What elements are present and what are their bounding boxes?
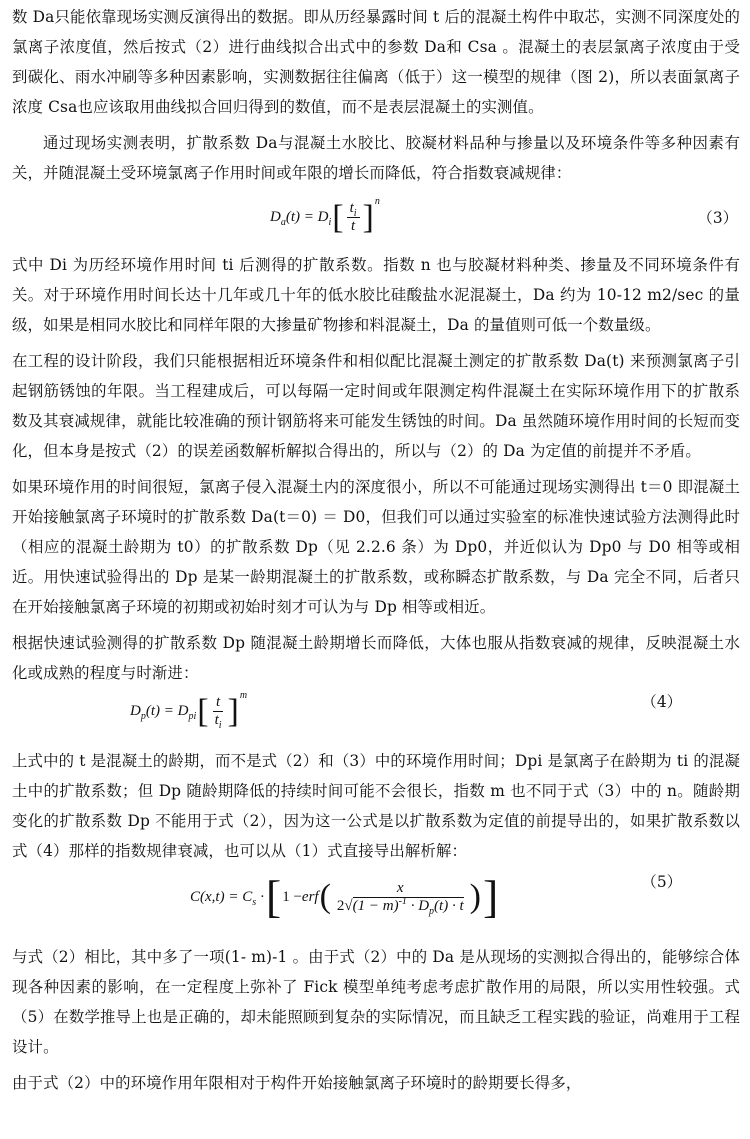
equation-3 (12, 188, 740, 250)
paragraph-7: 上式中的 t 是混凝土的龄期，而不是式（2）和（3）中的环境作用时间；Dpi 是氯离子在龄期为 ti 的混凝土中的扩散系数；但 Dp 随龄期降低的持续时间可能不会很长，指数 m 也不同于式（3）中的 n。随龄期变化的扩散系数 Dp 不能用于式（2），因为这一公式是以扩散系数为定值的前提导出的，如果扩散系数以式（4）那样的指数规律衰减，也可以从（1）式直接导出解析解： (12, 752, 740, 860)
equation-3-number: （3） (697, 209, 738, 227)
paragraph-5: 如果环境作用的时间很短，氯离子侵入混凝土内的深度很小，所以不可能通过现场实测得出 t＝0 即混凝土开始接触氯离子环境时的扩散系数 Da(t＝0) ＝ D0，但我们可以通过实验室的标准快速试验方法测得此时（相应的混凝土龄期为 t0）的扩散系数 Dp（见 2.2.6 条）为 Dp0，并近似认为 Dp0 与 D0 相等或相近。用快速试验得出的 Dp 是某一龄期混凝土的扩散系数，或称瞬态扩散系数，与 Da 完全不同，后者只在开始接触氯离子环境的初期或初始时刻才可认为与 Dp 相等或相近。 (12, 478, 740, 616)
equation-4 (12, 688, 740, 746)
equation-5-number: （5） (641, 873, 682, 891)
paragraph-6: 根据快速试验测得的扩散系数 Dp 随混凝土龄期增长而降低，大体也服从指数衰减的规律，反映混凝土水化或成熟的程度与时渐进： (12, 634, 740, 682)
paragraph-4: 在工程的设计阶段，我们只能根据相近环境条件和相似配比混凝土测定的扩散系数 Da(t) 来预测氯离子引起钢筋锈蚀的年限。当工程建成后，可以每隔一定时间或年限测定构件混凝土在实际环境作用下的扩散系数及其衰减规律，就能比较准确的预计钢筋将来可能发生锈蚀的时间。Da 虽然随环境作用时间的长短而变化，但本身是按式（2）的误差函数解析解拟合得出的，所以与（2）的 Da 为定值的前提并不矛盾。 (12, 352, 740, 460)
paragraph-8: 与式（2）相比，其中多了一项(1- m)-1 。由于式（2）中的 Da 是从现场的实测拟合得出的，能够综合体现各种因素的影响，在一定程度上弥补了 Fick 模型单纯考虑考虑扩散作用的局限，所以实用性较强。式（5）在数学推导上也是正确的，却未能照顾到复杂的实际情况，而且缺乏工程实践的验证，尚难用于工程设计。 (12, 948, 740, 1056)
document-page (12, 0, 740, 1098)
equation-4-number: （4） (641, 693, 682, 711)
equation-5-formula: $C(x,t) = C_s$ · [ 1 − erf ( $\frac{x}{2√(1 - m)^{-1} \cdot D_p(t) \cdot t}$ ) ] (190, 871, 499, 922)
paragraph-1: 数 Da只能依靠现场实测反演得出的数据。即从历经暴露时间 t 后的混凝土构件中取芯，实测不同深度处的氯离子浓度值，然后按式（2）进行曲线拟合出式中的参数 Da和 Csa 。混凝土的表层氯离子浓度由于受到碳化、雨水冲刷等多种因素影响，实测数据往往偏离（低于）这一模型的规律（图 2)，所以表面氯离子浓度 Csa也应该取用曲线拟合回归得到的数值，而不是表层混凝土的实测值。 (12, 8, 740, 116)
paragraph-3: 式中 Di 为历经环境作用时间 ti 后测得的扩散系数。指数 n 也与胶凝材料种类、掺量及不同环境条件有关。对于环境作用时间长达十几年或几十年的低水胶比硅酸盐水泥混凝土，Da 约为 10-12 m2/sec 的量级，如果是相同水胶比和同样年限的大掺量矿物掺和料混凝土，Da 的量值则可低一个数量级。 (12, 256, 740, 334)
paragraph-9: 由于式（2）中的环境作用年限相对于构件开始接触氯离子环境时的龄期要长得多， (12, 1074, 582, 1092)
paragraph-2: 通过现场实测表明，扩散系数 Da与混凝土水胶比、胶凝材料品种与掺量以及环境条件等多种因素有关，并随混凝土受环境氯离子作用时间或年限的增长而降低，符合指数衰减规律： (12, 134, 740, 182)
equation-3-formula: $D_a(t) = D_i$ [ $\frac{t_i}{t}$ ] $^n$ (270, 195, 380, 236)
equation-5 (12, 866, 740, 942)
equation-4-formula: $D_p(t) = D_{pi}$ [ $\frac{t}{t_i}$ ] $^m$ (130, 689, 248, 731)
